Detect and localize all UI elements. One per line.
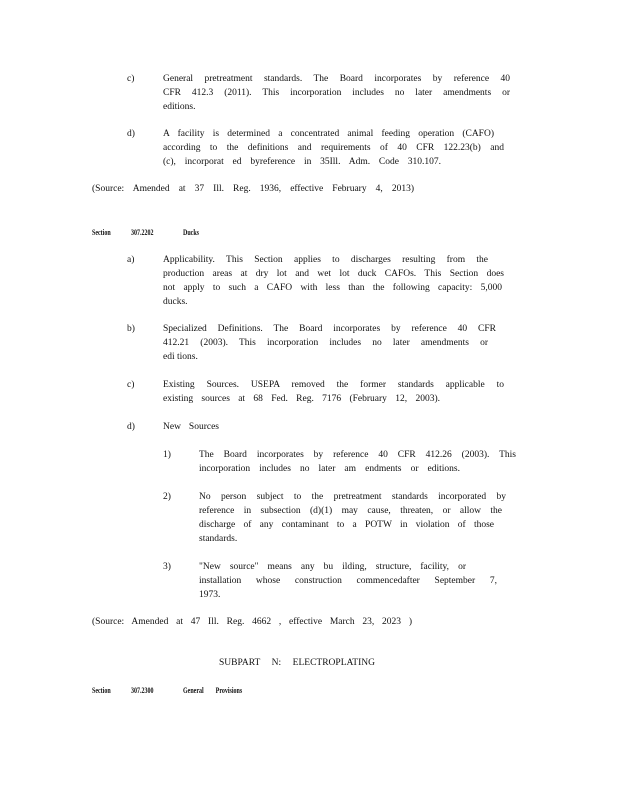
text-line: according to the definitions and requirements of 40 CFR 122.23(b) and [163,143,504,153]
section-title: General Provisions [183,686,243,695]
subpart-heading: SUBPART N: ELECTROPLATING [219,658,375,668]
item-d-text: New Sources [163,422,219,432]
text-line: ducks. [163,297,188,307]
text-line: installation whose construction commencedafter September 7, [199,576,497,586]
text-line: 1973. [199,590,221,600]
section-word: Section [92,686,111,695]
text-line: incorporation includes no later am endments or editions. [199,464,460,474]
item-c-label: c) [127,380,135,390]
text-line: standards. [199,534,238,544]
text-line: reference in subsection (d)(1) may cause, threaten, or allow the [199,506,502,516]
text-line: The Board incorporates by reference 40 CFR 412.26 (2003). This [199,450,516,460]
item-c-label: c) [127,74,135,84]
text-line: No person subject to the pretreatment standards incorporated by [199,492,506,502]
item-d-label: d) [127,422,135,432]
source-note: (Source: Amended at 37 Ill. Reg. 1936, effective February 4, 2013) [92,184,414,194]
text-line: CFR 412.3 (2011). This incorporation includes no later amendments or [163,88,510,98]
text-line: (c), incorporat ed byreference in 35Ill. Adm. Code 310.107. [163,157,441,167]
section-number: 307.2202 [131,228,154,237]
text-line: 412.21 (2003). This incorporation includes no later amendments or [163,338,488,348]
subitem-3-label: 3) [163,562,171,572]
text-line: Specialized Definitions. The Board incorporates by reference 40 CFR [163,324,496,334]
section-word: Section [92,228,111,237]
text-line: Applicability. This Section applies to discharges resulting from the [163,255,488,265]
text-line: editions. [163,102,196,112]
item-d-label: d) [127,129,135,139]
text-line: existing sources at 68 Fed. Reg. 7176 (February 12, 2003). [163,394,440,404]
section-title: Ducks [183,228,200,237]
item-a-label: a) [127,255,135,265]
source-note: (Source: Amended at 47 Ill. Reg. 4662 , effective March 23, 2023 ) [92,617,412,627]
subitem-2-label: 2) [163,492,171,502]
text-line: Existing Sources. USEPA removed the former standards applicable to [163,380,504,390]
text-line: discharge of any contaminant to a POTW in violation of those [199,520,494,530]
text-line: A facility is determined a concentrated animal feeding operation (CAFO) [163,129,494,139]
item-b-label: b) [127,324,135,334]
text-line: not apply to such a CAFO with less than the following capacity: 5,000 [163,283,502,293]
text-line: "New source" means any bu ilding, structure, facility, or [199,562,466,572]
text-line: edi tions. [163,352,198,362]
subitem-1-label: 1) [163,450,171,460]
text-line: production areas at dry lot and wet lot duck CAFOs. This Section does [163,269,504,279]
text-line: General pretreatment standards. The Board incorporates by reference 40 [163,74,510,84]
section-number: 307.2300 [131,686,154,695]
